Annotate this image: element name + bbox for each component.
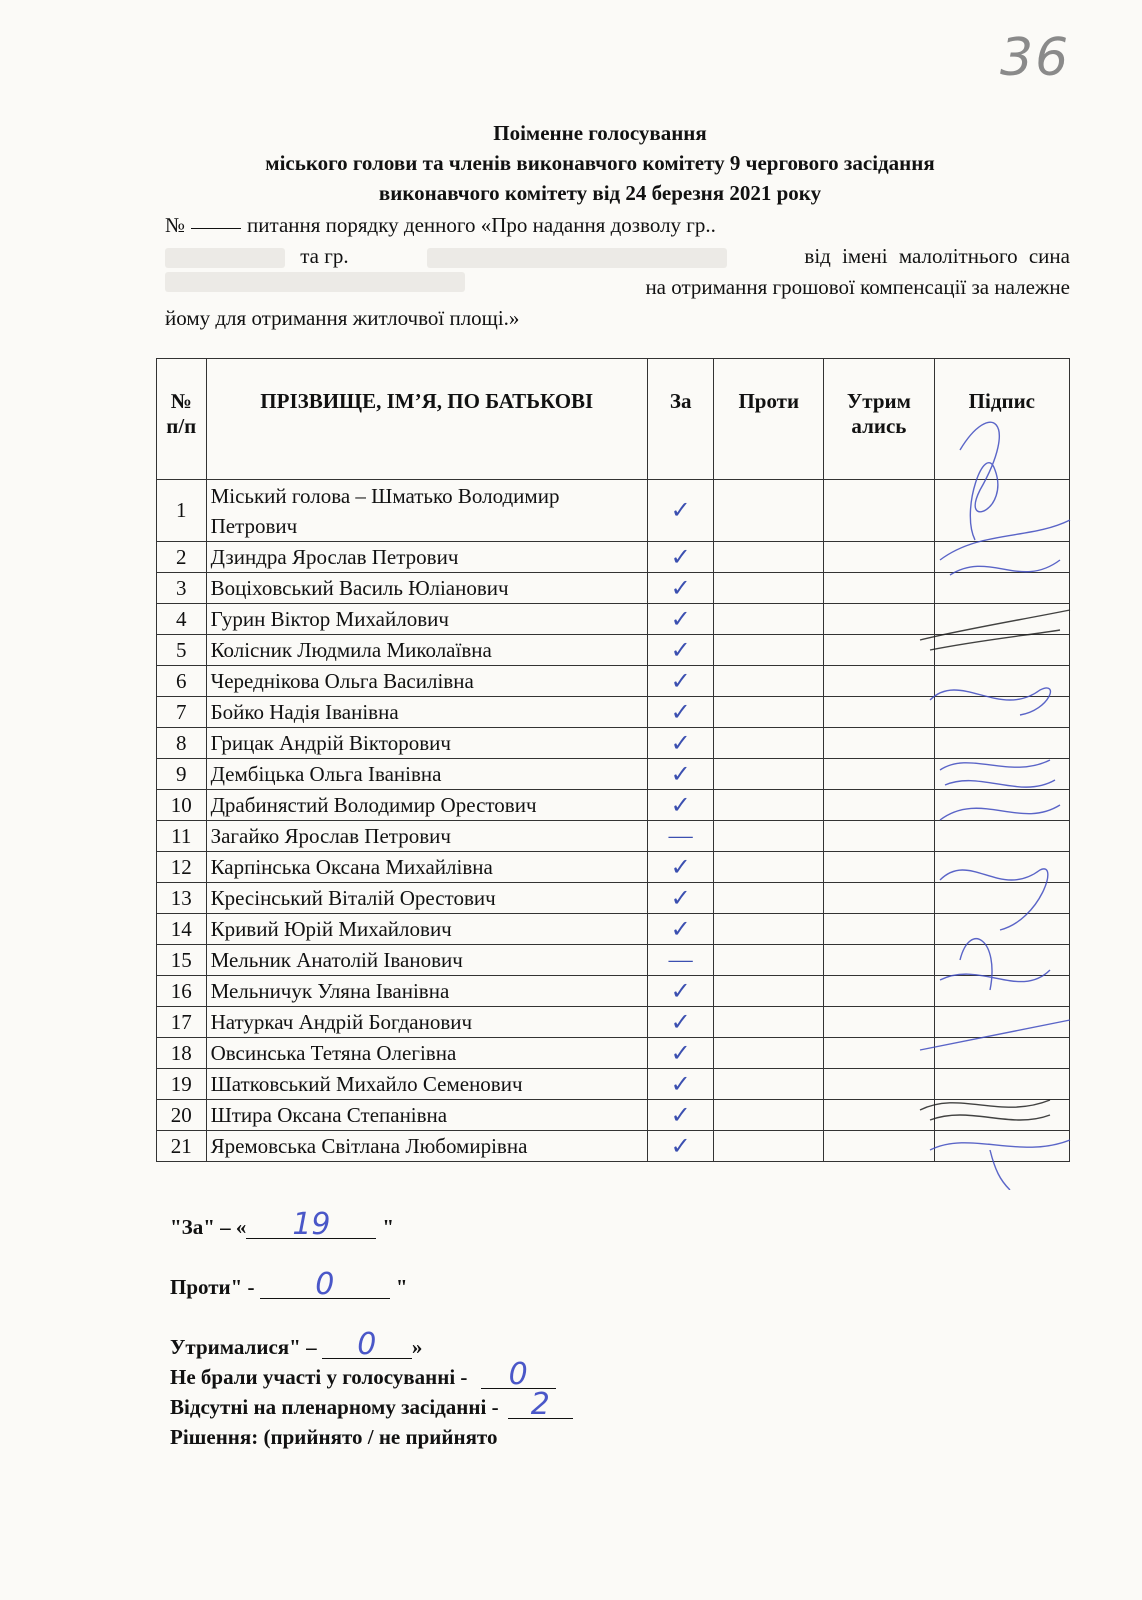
row-number: 16 — [157, 976, 207, 1007]
tally-absent: Відсутні на пленарному засіданні - 2 — [170, 1392, 573, 1422]
redacted-name — [165, 248, 285, 268]
vote-for-mark: ✓ — [647, 573, 713, 604]
vote-for-mark: ✓ — [647, 480, 713, 542]
row-number: 17 — [157, 1007, 207, 1038]
header-subtitle: міського голови та членів виконавчого комітету 9 чергового засідання — [265, 151, 935, 175]
tally-against: Проти" - 0 " — [170, 1267, 408, 1302]
header-name: ПРІЗВИЩЕ, ІМ’Я, ПО БАТЬКОВІ — [206, 359, 647, 480]
header-date: виконавчого комітету від 24 березня 2021 року — [378, 181, 822, 205]
tally-not-voting-value: 0 — [481, 1362, 556, 1389]
vote-for-mark: — — [647, 821, 713, 852]
member-name: Кривий Юрій Михайлович — [206, 914, 647, 945]
tally-for: "За" – « 19 " — [170, 1207, 395, 1242]
row-number: 13 — [157, 883, 207, 914]
row-number: 1 — [157, 480, 207, 542]
vote-for-mark: ✓ — [647, 697, 713, 728]
signature-scribble — [930, 688, 1050, 715]
row-number: 14 — [157, 914, 207, 945]
question-part4: на отримання грошової компенсації за належне — [645, 275, 1070, 299]
vote-against-cell — [714, 914, 824, 945]
member-name: Мельник Анатолій Іванович — [206, 945, 647, 976]
vote-for-mark: ✓ — [647, 976, 713, 1007]
tally-abstain: Утрималися" – 0 » — [170, 1327, 423, 1362]
vote-for-mark: — — [647, 945, 713, 976]
vote-against-cell — [714, 790, 824, 821]
vote-against-cell — [714, 759, 824, 790]
vote-for-mark: ✓ — [647, 759, 713, 790]
vote-for-mark: ✓ — [647, 914, 713, 945]
header-against: Проти — [714, 359, 824, 480]
row-number: 6 — [157, 666, 207, 697]
vote-against-cell — [714, 542, 824, 573]
signature-scribble — [940, 805, 1060, 820]
signatures-overlay — [900, 360, 1080, 1190]
header-signature: Підпис — [934, 359, 1069, 480]
signature-scribble — [940, 520, 1070, 575]
row-number: 11 — [157, 821, 207, 852]
tally-abstain-value: 0 — [322, 1332, 412, 1359]
vote-against-cell — [714, 1069, 824, 1100]
question-prefix: № — [165, 213, 186, 237]
vote-for-mark: ✓ — [647, 542, 713, 573]
row-number: 10 — [157, 790, 207, 821]
vote-against-cell — [714, 976, 824, 1007]
row-number: 4 — [157, 604, 207, 635]
vote-for-mark: ✓ — [647, 1038, 713, 1069]
question-part2: та гр. — [300, 244, 349, 268]
signature-scribble — [920, 1100, 1050, 1120]
vote-against-cell — [714, 1131, 824, 1162]
member-name: Міський голова – Шматько Володимир Петрович — [206, 480, 647, 542]
member-name: Овсинська Тетяна Олегівна — [206, 1038, 647, 1069]
tally-decision: Рішення: (прийнято / не прийнято — [170, 1425, 498, 1449]
vote-against-cell — [714, 1038, 824, 1069]
tally-against-value: 0 — [260, 1272, 390, 1299]
row-number: 20 — [157, 1100, 207, 1131]
row-number: 12 — [157, 852, 207, 883]
vote-against-cell — [714, 604, 824, 635]
signature-scribble — [920, 610, 1070, 650]
signature-scribble — [920, 1020, 1070, 1050]
row-number: 3 — [157, 573, 207, 604]
member-name: Яремовська Світлана Любомирівна — [206, 1131, 647, 1162]
question-part5: йому для отримання житлочвої площі.» — [165, 306, 520, 330]
member-name: Натуркач Андрій Богданович — [206, 1007, 647, 1038]
member-name: Гурин Віктор Михайлович — [206, 604, 647, 635]
signature-scribble — [940, 939, 1050, 990]
page-number: 36 — [1000, 28, 1071, 88]
agenda-question — [165, 210, 1070, 334]
vote-for-mark: ✓ — [647, 1069, 713, 1100]
member-name: Бойко Надія Іванівна — [206, 697, 647, 728]
member-name: Шатковський Михайло Семенович — [206, 1069, 647, 1100]
vote-for-mark: ✓ — [647, 790, 713, 821]
row-number: 19 — [157, 1069, 207, 1100]
member-name: Штира Оксана Степанівна — [206, 1100, 647, 1131]
row-number: 5 — [157, 635, 207, 666]
tally-absent-value: 2 — [508, 1392, 573, 1419]
member-name: Череднікова Ольга Василівна — [206, 666, 647, 697]
vote-tally — [170, 1207, 573, 1452]
member-name: Загайко Ярослав Петрович — [206, 821, 647, 852]
question-number-blank — [191, 210, 241, 229]
row-number: 2 — [157, 542, 207, 573]
vote-for-mark: ✓ — [647, 1131, 713, 1162]
row-number: 8 — [157, 728, 207, 759]
signature-scribble — [940, 869, 1048, 930]
member-name: Грицак Андрій Вікторович — [206, 728, 647, 759]
member-name: Колісник Людмила Миколаївна — [206, 635, 647, 666]
question-part1: питання порядку денного «Про надання дозволу гр.. — [247, 213, 716, 237]
member-name: Карпінська Оксана Михайлівна — [206, 852, 647, 883]
vote-against-cell — [714, 728, 824, 759]
vote-for-mark: ✓ — [647, 1007, 713, 1038]
row-number: 9 — [157, 759, 207, 790]
member-name: Дембіцька Ольга Іванівна — [206, 759, 647, 790]
header-for: За — [647, 359, 713, 480]
tally-for-value: 19 — [246, 1212, 376, 1239]
header-title: Поіменне голосування — [493, 121, 707, 145]
tally-not-voting: Не брали участі у голосуванні - 0 — [170, 1362, 573, 1392]
redacted-name — [427, 248, 727, 268]
vote-for-mark: ✓ — [647, 1100, 713, 1131]
vote-against-cell — [714, 635, 824, 666]
question-part3: від імені малолітнього сина — [804, 244, 1070, 268]
member-name: Драбинястий Володимир Орестович — [206, 790, 647, 821]
vote-for-mark: ✓ — [647, 883, 713, 914]
redacted-name — [165, 272, 465, 292]
member-name: Мельничук Уляна Іванівна — [206, 976, 647, 1007]
member-name: Дзиндра Ярослав Петрович — [206, 542, 647, 573]
vote-against-cell — [714, 697, 824, 728]
vote-against-cell — [714, 666, 824, 697]
member-name: Воціховський Василь Юліанович — [206, 573, 647, 604]
vote-against-cell — [714, 821, 824, 852]
vote-against-cell — [714, 573, 824, 604]
vote-for-mark: ✓ — [647, 604, 713, 635]
vote-for-mark: ✓ — [647, 666, 713, 697]
vote-against-cell — [714, 480, 824, 542]
row-number: 21 — [157, 1131, 207, 1162]
header-num: № п/п — [157, 359, 207, 480]
vote-against-cell — [714, 1007, 824, 1038]
row-number: 7 — [157, 697, 207, 728]
vote-against-cell — [714, 883, 824, 914]
signature-scribble — [960, 422, 999, 540]
vote-against-cell — [714, 852, 824, 883]
header-abstain: Утрим ались — [824, 359, 934, 480]
vote-for-mark: ✓ — [647, 635, 713, 666]
signature-scribble — [930, 1140, 1070, 1190]
document-header — [150, 118, 1050, 208]
vote-for-mark: ✓ — [647, 728, 713, 759]
vote-against-cell — [714, 1100, 824, 1131]
row-number: 18 — [157, 1038, 207, 1069]
vote-for-mark: ✓ — [647, 852, 713, 883]
vote-against-cell — [714, 945, 824, 976]
member-name: Кресінський Віталій Орестович — [206, 883, 647, 914]
row-number: 15 — [157, 945, 207, 976]
signature-scribble — [940, 760, 1055, 787]
